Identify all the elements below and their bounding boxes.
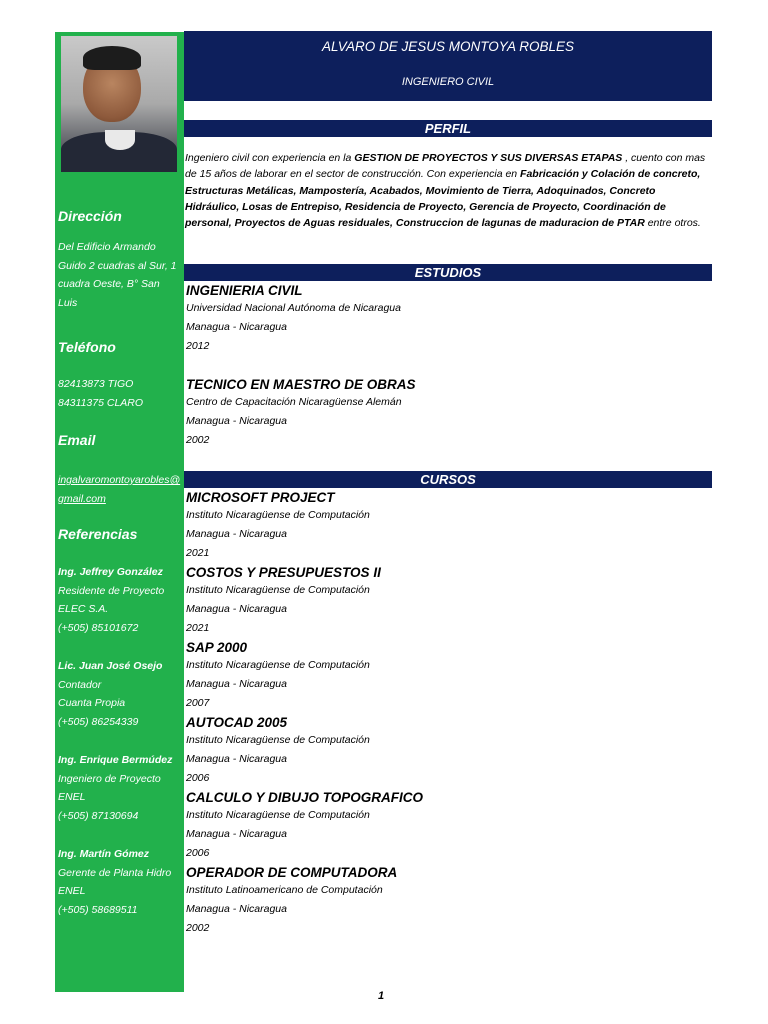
reference-name: Lic. Juan José Osejo [58,660,163,672]
reference-name: Ing. Enrique Bermúdez [58,754,173,766]
reference-phone: (+505) 86254339 [58,715,139,728]
curso-entry [186,714,686,787]
email-link[interactable] [58,471,182,508]
reference-role: Contador [58,678,102,691]
profile-part: entre otros. [644,217,701,230]
photo-hair [83,46,141,70]
entry-location: Managua - Nicaragua [186,827,287,840]
direccion-line: cuadra Oeste, B° San [58,278,160,290]
reference-item [58,563,182,637]
reference-org: Cuanta Propia [58,697,126,709]
email-line[interactable]: gmail.com [58,492,106,505]
reference-name: Ing. Martín Gómez [58,848,150,860]
entry-location: Managua - Nicaragua [186,527,287,540]
reference-role: Gerente de Planta Hidro [58,866,172,879]
curso-entry [186,864,686,937]
section-cursos: CURSOS [184,471,712,488]
profile-part: , cuento con mas de 15 años de laborar en el sector de construcción. Con experiencia en [185,152,706,181]
entry-institution: Instituto Nicaragüense de Computación [186,584,370,596]
entry-title: OPERADOR DE COMPUTADORA [186,865,398,880]
entry-title: COSTOS Y PRESUPUESTOS II [186,565,381,580]
direccion-line: Guido 2 cuadras al Sur, 1 [58,259,177,272]
entry-year: 2007 [186,696,210,709]
estudio-entry [186,282,686,355]
entry-title: MICROSOFT PROJECT [186,490,335,505]
candidate-title: INGENIERO CIVIL [401,76,495,88]
entry-institution: Instituto Nicaragüense de Computación [186,734,370,746]
telefono-line: 82413873 TIGO [58,378,134,390]
telefono-heading: Teléfono [58,339,116,355]
direccion-heading: Dirección [58,208,122,224]
entry-year: 2006 [186,771,210,784]
curso-entry [186,489,686,562]
entry-year: 2012 [186,339,210,352]
estudio-entry [186,376,686,449]
reference-org: ELEC S.A. [58,603,109,615]
reference-item [58,845,182,919]
entry-year: 2021 [186,621,210,634]
entry-year: 2006 [186,846,210,859]
entry-institution: Instituto Nicaragüense de Computación [186,509,370,521]
email-line[interactable]: ingalvaromontoyarobles@ [58,474,181,486]
page-number: 1 [378,990,385,1002]
entry-location: Managua - Nicaragua [186,602,287,615]
direccion-line: Del Edificio Armando [58,241,156,253]
reference-role: Ingeniero de Proyecto [58,772,161,785]
candidate-name: ALVARO DE JESUS MONTOYA ROBLES [321,39,575,54]
reference-org: ENEL [58,791,86,803]
entry-location: Managua - Nicaragua [186,902,287,915]
entry-institution: Universidad Nacional Autónoma de Nicaragua [186,302,401,314]
entry-title: TECNICO EN MAESTRO DE OBRAS [186,377,416,392]
curso-entry [186,639,686,712]
entry-title: INGENIERIA CIVIL [186,283,303,298]
reference-role: Residente de Proyecto [58,584,165,597]
entry-year: 2002 [186,433,210,446]
section-estudios: ESTUDIOS [184,264,712,281]
profile-part: Ingeniero civil con experiencia en la [185,152,355,164]
reference-phone: (+505) 87130694 [58,809,139,822]
direccion-line: Luis [58,296,78,309]
curso-entry [186,564,686,637]
entry-institution: Instituto Latinoamericano de Computación [186,884,383,896]
reference-item [58,657,182,731]
entry-location: Managua - Nicaragua [186,752,287,765]
curso-entry [186,789,686,862]
entry-title: AUTOCAD 2005 [186,715,288,730]
entry-title: SAP 2000 [186,640,248,655]
entry-location: Managua - Nicaragua [186,320,287,333]
profile-text [185,150,707,231]
direccion-text [58,238,182,312]
photo-collar [105,130,135,150]
entry-location: Managua - Nicaragua [186,677,287,690]
entry-institution: Instituto Nicaragüense de Computación [186,809,370,821]
entry-year: 2021 [186,546,210,559]
profile-photo [61,36,177,172]
reference-phone: (+505) 58689511 [58,903,138,916]
entry-institution: Instituto Nicaragüense de Computación [186,659,370,671]
profile-bold: GESTION DE PROYECTOS Y SUS DIVERSAS ETAPAS [354,152,623,164]
section-perfil: PERFIL [184,120,712,137]
referencias-heading: Referencias [58,526,138,542]
entry-year: 2002 [186,921,210,934]
entry-location: Managua - Nicaragua [186,414,287,427]
reference-item [58,751,182,825]
reference-phone: (+505) 85101672 [58,621,139,634]
entry-institution: Centro de Capacitación Nicaragüense Alemán [186,396,402,408]
telefono-line: 84311375 CLARO [58,396,144,409]
entry-title: CALCULO Y DIBUJO TOPOGRAFICO [186,790,424,805]
profile-bold: Fabricación y Colación de concreto, Estructuras Metálicas, Mampostería, Acabados, Movimiento de Tierra, Adoquinados, Concreto Hidráulico, Losas de Entrepiso, Residencia de Proyecto, Gerencia de Proyecto, Coordinación de personal, Proyectos de Aguas residuales, Construccion de lagunas de maduracion de PTAR [185,168,701,230]
reference-org: ENEL [58,885,86,897]
reference-name: Ing. Jeffrey González [58,566,163,578]
telefono-text [58,375,182,412]
email-heading: Email [58,432,96,448]
header-bar [184,31,712,101]
